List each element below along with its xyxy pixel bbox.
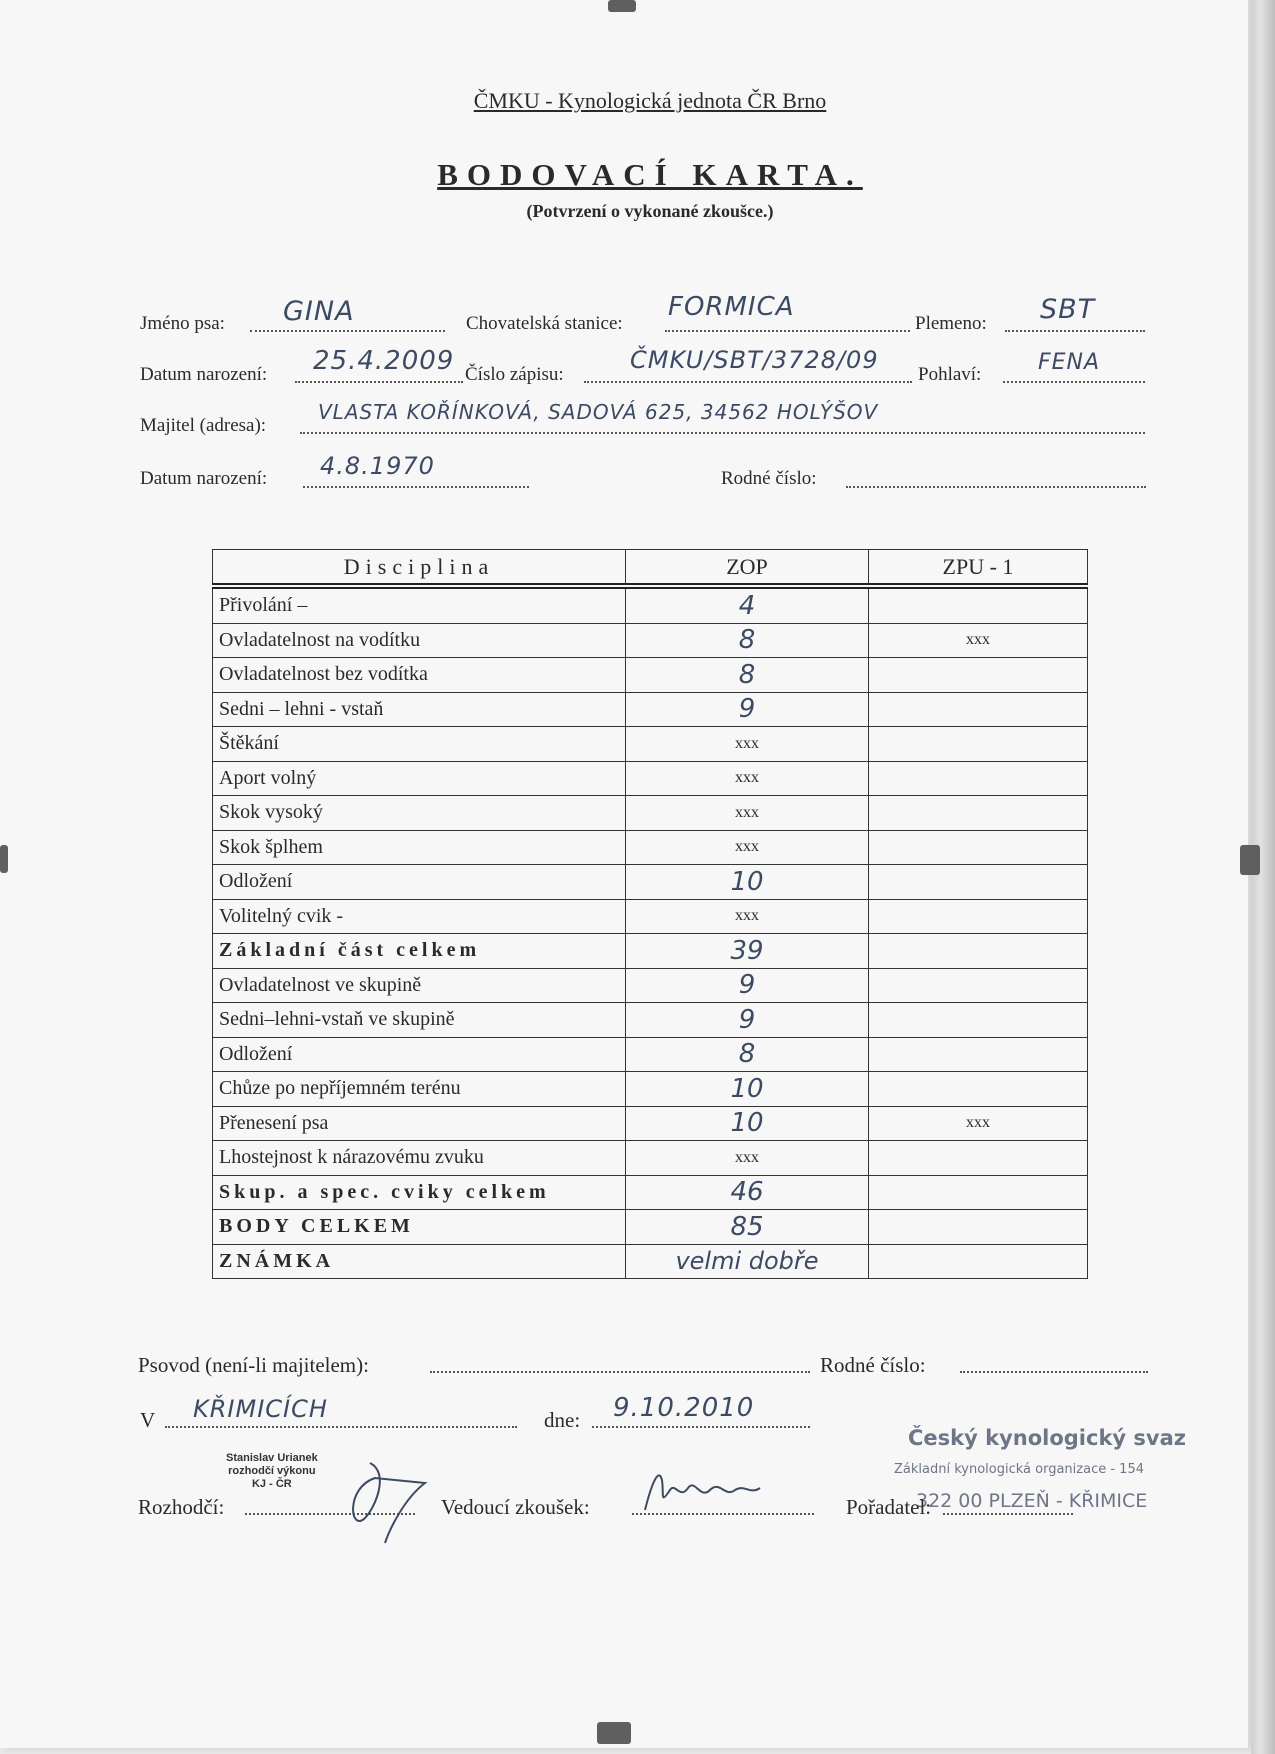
registration-line — [584, 381, 912, 383]
zpu-cell — [869, 796, 1088, 831]
discipline-cell: Přivolání – — [213, 586, 626, 623]
table-row — [213, 796, 1088, 831]
handler-label: Psovod (není-li majitelem): — [138, 1353, 369, 1377]
owner-label: Majitel (adresa): — [140, 415, 267, 436]
zop-cell: 85 — [626, 1210, 869, 1245]
place-value: KŘIMICÍCH — [193, 1395, 328, 1423]
zop-cell: 10 — [626, 1106, 869, 1141]
handler-line — [430, 1371, 810, 1373]
owner-value: VLASTA KOŘÍNKOVÁ, SADOVÁ 625, 34562 HOLÝŠOV — [318, 400, 879, 424]
org-stamp-line-3: 322 00 PLZEŇ - KŘIMICE — [916, 1490, 1148, 1512]
table-row — [213, 1072, 1088, 1107]
breed-value: SBT — [1040, 294, 1096, 325]
zpu-cell — [869, 761, 1088, 796]
zpu-cell — [869, 934, 1088, 969]
zpu-cell — [869, 899, 1088, 934]
handler-id-line — [960, 1371, 1148, 1373]
registration-value: ČMKU/SBT/3728/09 — [630, 346, 879, 374]
zpu-cell — [869, 1175, 1088, 1210]
zpu-cell — [869, 865, 1088, 900]
owner-birth-label: Datum narození: — [140, 468, 268, 489]
frame-clip-top — [608, 0, 636, 12]
table-row — [213, 1003, 1088, 1038]
discipline-cell: Ovladatelnost ve skupině — [213, 968, 626, 1003]
discipline-cell: Volitelný cvik - — [213, 899, 626, 934]
registration-label: Číslo zápisu: — [465, 364, 564, 385]
organization-header: ČMKU - Kynologická jednota ČR Brno — [473, 88, 827, 113]
table-row — [213, 1037, 1088, 1072]
owner-birth-line — [303, 486, 529, 488]
judge-stamp-line-1: Stanislav Urianek — [226, 1452, 318, 1464]
zop-cell: 10 — [626, 865, 869, 900]
zop-cell: xxx — [626, 727, 869, 762]
head-label: Vedoucí zkoušek: — [441, 1495, 590, 1519]
discipline-cell: ZNÁMKA — [213, 1244, 626, 1279]
table-row — [213, 968, 1088, 1003]
table-row — [213, 934, 1088, 969]
zop-cell: 9 — [626, 692, 869, 727]
score-table — [212, 549, 1088, 1279]
zpu-cell — [869, 727, 1088, 762]
date-value: 9.10.2010 — [613, 1393, 755, 1423]
org-stamp-line-1: Český kynologický svaz — [908, 1426, 1187, 1450]
discipline-cell: Štěkání — [213, 727, 626, 762]
place-label: V — [140, 1408, 156, 1432]
zpu-cell: xxx — [869, 623, 1088, 658]
zpu-cell — [869, 968, 1088, 1003]
table-header-row — [213, 550, 1088, 587]
breed-label: Plemeno: — [915, 313, 987, 334]
frame-clip-left — [0, 845, 8, 873]
zop-cell: 9 — [626, 1003, 869, 1038]
table-row — [213, 761, 1088, 796]
personal-id-label: Rodné číslo: — [721, 468, 817, 489]
header-zpu: ZPU - 1 — [869, 550, 1088, 587]
document-subtitle: (Potvrzení o vykonané zkoušce.) — [526, 201, 774, 221]
dog-name-label: Jméno psa: — [140, 313, 225, 334]
table-row — [213, 1175, 1088, 1210]
place-line — [165, 1426, 517, 1428]
zpu-cell — [869, 1210, 1088, 1245]
table-row — [213, 1244, 1088, 1279]
judge-stamp-line-3: KJ - ČR — [251, 1478, 292, 1490]
discipline-cell: Skok šplhem — [213, 830, 626, 865]
table-row — [213, 658, 1088, 693]
zop-cell: xxx — [626, 899, 869, 934]
zpu-cell — [869, 586, 1088, 623]
zpu-cell — [869, 830, 1088, 865]
handler-id-label: Rodné číslo: — [820, 1353, 926, 1377]
judge-stamp-line-2: rozhodčí výkonu — [228, 1465, 316, 1477]
zpu-cell — [869, 1141, 1088, 1176]
zpu-cell: xxx — [869, 1106, 1088, 1141]
judge-label: Rozhodčí: — [138, 1495, 225, 1519]
dog-name-value: GINA — [283, 296, 355, 327]
organizer-line — [943, 1513, 1073, 1515]
sex-value: FENA — [1038, 350, 1101, 375]
kennel-label: Chovatelská stanice: — [466, 313, 623, 334]
table-row — [213, 586, 1088, 623]
zpu-cell — [869, 1003, 1088, 1038]
discipline-cell: Aport volný — [213, 761, 626, 796]
dog-name-line — [250, 330, 445, 332]
zop-cell: xxx — [626, 796, 869, 831]
zpu-cell — [869, 692, 1088, 727]
judge-stamp — [226, 1452, 318, 1491]
date-line — [592, 1426, 810, 1428]
head-signature — [640, 1460, 800, 1520]
table-row — [213, 623, 1088, 658]
discipline-cell: Ovladatelnost na vodítku — [213, 623, 626, 658]
discipline-cell: Přenesení psa — [213, 1106, 626, 1141]
table-row — [213, 692, 1088, 727]
discipline-cell: Ovladatelnost bez vodítka — [213, 658, 626, 693]
zop-cell: 9 — [626, 968, 869, 1003]
discipline-cell: Základní část celkem — [213, 934, 626, 969]
zpu-cell — [869, 1037, 1088, 1072]
discipline-cell: Chůze po nepříjemném terénu — [213, 1072, 626, 1107]
table-row — [213, 1210, 1088, 1245]
frame-clip-bottom — [597, 1722, 631, 1744]
table-row — [213, 865, 1088, 900]
discipline-cell: Odložení — [213, 865, 626, 900]
owner-line — [300, 432, 1145, 434]
discipline-cell: Skup. a spec. cviky celkem — [213, 1175, 626, 1210]
table-row — [213, 1106, 1088, 1141]
table-row — [213, 1141, 1088, 1176]
zop-cell: xxx — [626, 761, 869, 796]
sex-label: Pohlaví: — [918, 364, 982, 385]
table-row — [213, 727, 1088, 762]
sex-line — [1003, 381, 1145, 383]
birth-date-label: Datum narození: — [140, 364, 268, 385]
zpu-cell — [869, 1244, 1088, 1279]
personal-id-line — [846, 486, 1146, 488]
zop-cell: velmi dobře — [626, 1244, 869, 1279]
birth-date-line — [295, 381, 463, 383]
frame-edge — [1251, 0, 1275, 1754]
birth-date-value: 25.4.2009 — [313, 346, 455, 376]
discipline-cell: BODY CELKEM — [213, 1210, 626, 1245]
zop-cell: 4 — [626, 586, 869, 623]
document-title: BODOVACÍ KARTA. — [437, 157, 863, 192]
owner-birth-value: 4.8.1970 — [320, 452, 435, 480]
zop-cell: 39 — [626, 934, 869, 969]
table-row — [213, 899, 1088, 934]
kennel-line — [665, 330, 910, 332]
zop-cell: 8 — [626, 623, 869, 658]
zop-cell: xxx — [626, 1141, 869, 1176]
discipline-cell: Lhostejnost k nárazovému zvuku — [213, 1141, 626, 1176]
date-label: dne: — [544, 1408, 581, 1432]
breed-line — [1005, 330, 1145, 332]
zpu-cell — [869, 1072, 1088, 1107]
header-zop: ZOP — [626, 550, 869, 587]
table-row — [213, 830, 1088, 865]
discipline-cell: Sedni–lehni-vstaň ve skupině — [213, 1003, 626, 1038]
org-stamp-line-2: Základní kynologická organizace - 154 — [894, 1462, 1144, 1477]
kennel-value: FORMICA — [668, 292, 795, 322]
zop-cell: 46 — [626, 1175, 869, 1210]
organizer-label: Pořadatel: — [846, 1495, 932, 1519]
frame-clip-right — [1240, 845, 1260, 875]
zop-cell: 8 — [626, 1037, 869, 1072]
zop-cell: xxx — [626, 830, 869, 865]
judge-signature — [345, 1448, 435, 1548]
zop-cell: 10 — [626, 1072, 869, 1107]
zpu-cell — [869, 658, 1088, 693]
header-discipline: Disciplina — [213, 550, 626, 587]
discipline-cell: Skok vysoký — [213, 796, 626, 831]
discipline-cell: Odložení — [213, 1037, 626, 1072]
zop-cell: 8 — [626, 658, 869, 693]
discipline-cell: Sedni – lehni - vstaň — [213, 692, 626, 727]
